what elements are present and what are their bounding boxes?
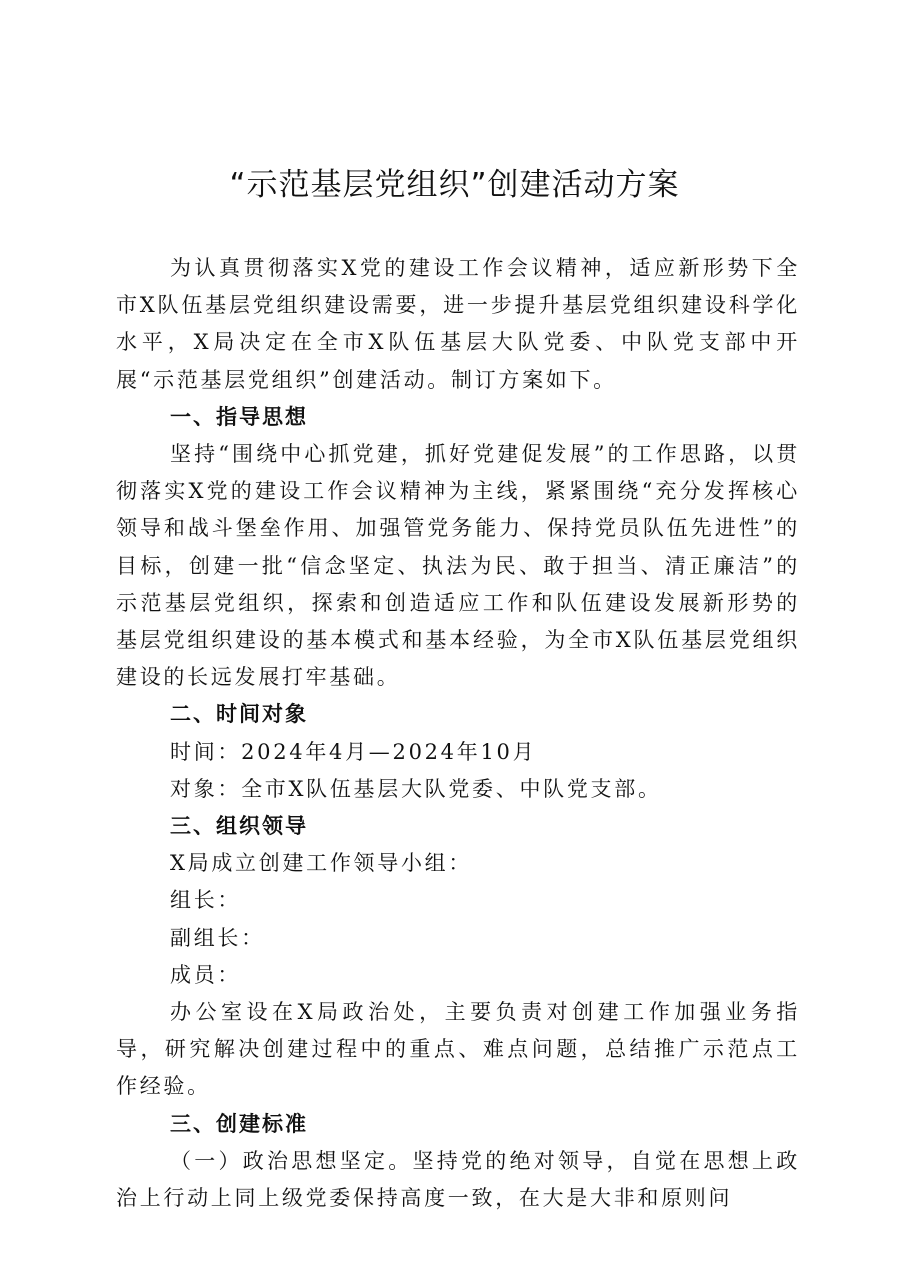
section-heading-time-target: 二、时间对象 (170, 702, 308, 727)
section-heading-guiding-ideology: 一、指导思想 (170, 404, 308, 429)
paragraph-leading-group: X局成立创建工作领导小组： (170, 851, 473, 876)
section-heading-organization: 三、组织领导 (170, 814, 308, 839)
paragraph-office: 办公室设在X局政治处，主要负责对创建工作加强业务指导，研究解决创建过程中的重点、难点问题，总结推广示范点工作经验。 (116, 1000, 800, 1099)
paragraph-deputy-leader: 副组长： (170, 925, 265, 950)
paragraph-time: 时间：2024年4月—2024年10月 (170, 739, 537, 764)
paragraph-group-leader: 组长： (170, 888, 242, 913)
paragraph-members: 成员： (170, 962, 242, 987)
section-heading-standards: 三、创建标准 (170, 1111, 308, 1136)
intro-paragraph: 为认真贯彻落实X党的建设工作会议精神，适应新形势下全市X队伍基层党组织建设需要，进一步提升基层党组织建设科学化水平，X局决定在全市X队伍基层大队党委、中队党支部中开展“示范基层党组织”创建活动。制订方案如下。 (116, 256, 800, 392)
paragraph-target: 对象：全市X队伍基层大队党委、中队党支部。 (170, 776, 662, 801)
document-title: “示范基层党组织”创建活动方案 (229, 167, 680, 203)
paragraph-standard-political: （一）政治思想坚定。坚持党的绝对领导，自觉在思想上政治上行动上同上级党委保持高度一致，在大是大非和原则问 (116, 1148, 800, 1211)
document-body (116, 250, 800, 1217)
paragraph-guiding-ideology: 坚持“围绕中心抓党建，抓好党建促发展”的工作思路，以贯彻落实X党的建设工作会议精神为主线，紧紧围绕“充分发挥核心领导和战斗堡垒作用、加强管党务能力、保持党员队伍先进性”的目标，创建一批“信念坚定、执法为民、敢于担当、清正廉洁”的示范基层党组织，探索和创造适应工作和队伍建设发展新形势的基层党组织建设的基本模式和基本经验，为全市X队伍基层党组织建设的长远发展打牢基础。 (116, 442, 800, 690)
